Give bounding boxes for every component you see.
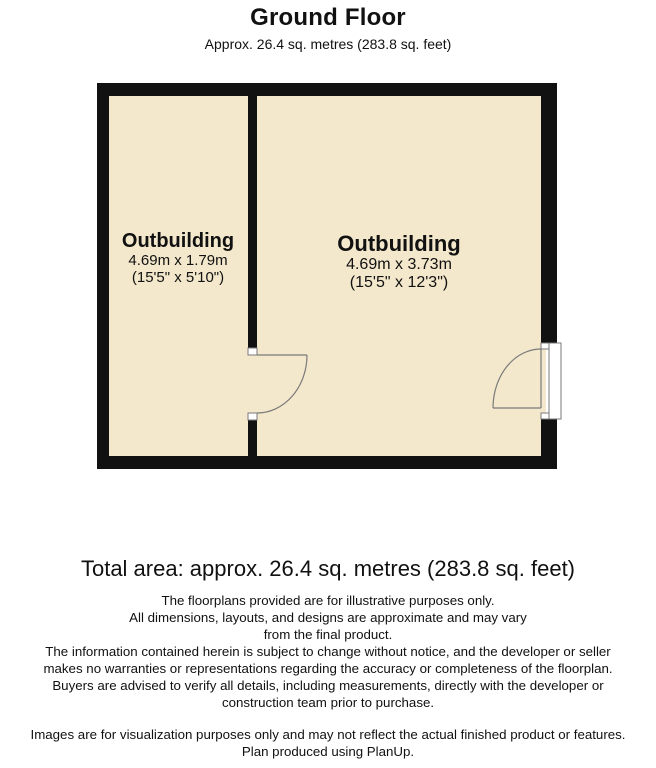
room-dimensions-imperial: (15'5" x 12'3") bbox=[349, 274, 449, 291]
partition-wall-upper bbox=[248, 94, 257, 350]
disclaimer-line: construction team prior to purchase. bbox=[221, 695, 435, 710]
disclaimer-line: The information contained herein is subject to change without notice, and the developer or seller bbox=[45, 644, 611, 659]
disclaimer-line: The floorplans provided are for illustrative purposes only. bbox=[161, 593, 495, 608]
wall-top bbox=[97, 83, 557, 96]
room-label-outbuilding-small bbox=[108, 230, 248, 286]
footer-line: Plan produced using PlanUp. bbox=[241, 744, 415, 759]
room-name: Outbuilding bbox=[121, 230, 235, 252]
wall-right-lower bbox=[541, 417, 557, 469]
disclaimer bbox=[0, 592, 656, 711]
wall-bottom bbox=[97, 456, 557, 469]
room-name: Outbuilding bbox=[337, 231, 461, 256]
room-dimensions-metric: 4.69m x 1.79m bbox=[128, 252, 228, 269]
wall-right-upper bbox=[541, 83, 557, 345]
floor-area-subtitle: Approx. 26.4 sq. metres (283.8 sq. feet) bbox=[204, 36, 452, 52]
disclaimer-line: makes no warranties or representations regarding the accuracy or completeness of the floorplan. bbox=[43, 661, 613, 676]
room-dimensions-metric: 4.69m x 3.73m bbox=[346, 256, 452, 273]
disclaimer-line: Buyers are advised to verify all details, including measurements, directly with the developer or bbox=[52, 678, 604, 693]
floor-title: Ground Floor bbox=[250, 4, 406, 31]
room-dimensions-imperial: (15'5" x 5'10") bbox=[131, 269, 225, 286]
room-label-outbuilding-large bbox=[257, 231, 541, 292]
footer-line: Images are for visualization purposes only and may not reflect the actual finished product or features. bbox=[30, 727, 626, 742]
partition-wall-lower bbox=[248, 420, 257, 460]
total-area: Total area: approx. 26.4 sq. metres (283.8 sq. feet) bbox=[80, 556, 576, 581]
footer-notes bbox=[0, 726, 656, 760]
disclaimer-line: All dimensions, layouts, and designs are approximate and may vary bbox=[129, 610, 527, 625]
disclaimer-line: from the final product. bbox=[263, 627, 393, 642]
